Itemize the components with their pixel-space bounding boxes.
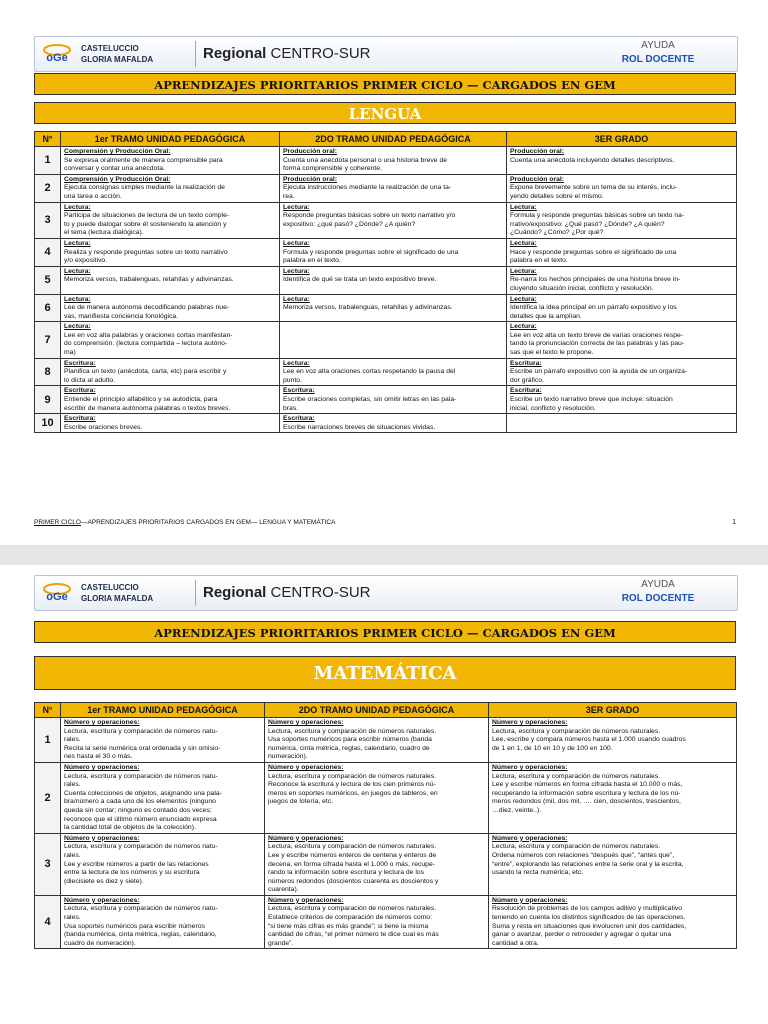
cell-text: Entiende el principio alfabético y se autodicta, para escribir de manera autónoma palabras o textos breves. [64, 396, 231, 412]
cell-heading: Producción oral: [510, 148, 565, 155]
cell-heading: Lectura: [283, 359, 310, 367]
cell-heading: Número y operaciones: [268, 763, 344, 771]
cell-text: Identifica de qué se trata un texto expositivo breve. [283, 276, 437, 284]
table-row [35, 718, 737, 763]
role-label[interactable]: ROL DOCENTE [621, 593, 695, 604]
ogc-logo-icon [41, 42, 73, 66]
cell-text: Lectura, escritura y comparación de números naturales. Lee y escribe números en forma cifrada hasta el 10.000 o más, recuperando la información sobre escritura y lectura de los nú- meros redondos (mil, dos mil, …. cien, doscientos, trescientos, …diez, veinte..). [492, 772, 683, 814]
table-cell [507, 294, 737, 322]
cell-text: Lectura, escritura y comparación de números natu- rales. Cuenta colecciones de objetos, asignando una pala- bra/número a cada uno de los elementos (ninguno queda sin contar; ninguno es contado dos veces; reconoce que el último número enunciado expresa la cantidad total de objetos de la colección). [64, 772, 222, 832]
ogc-logo-icon [41, 581, 73, 605]
svg-text:oGe: oGe [46, 52, 68, 64]
cell-text: Lee en voz alta un texto breve de varias oraciones respe- tando la pronunciación correcta de las palabras y las pau- sas que el texto le propone. [510, 331, 685, 357]
table-row [35, 895, 737, 949]
table-cell [280, 174, 507, 202]
page-banner: APRENDIZAJES PRIORITARIOS PRIMER CICLO — CARGADOS EN GEM [34, 73, 736, 95]
cell-heading: Lectura: [283, 239, 310, 247]
cell-text: Responde preguntas básicas sobre un texto narrativo y/o expositivo: ¿qué pasó? ¿Dónde? ¿A quién? [283, 212, 456, 228]
row-number: 9 [35, 386, 61, 414]
cell-text: Cuenta una anécdota personal o una historia breve de forma comprensible y coherente. [283, 156, 447, 173]
cell-heading: Lectura: [283, 295, 310, 303]
table-cell [507, 358, 737, 386]
table-cell [489, 895, 737, 949]
table-row [35, 174, 737, 202]
cell-heading: Comprensión y Producción Oral: [64, 175, 171, 183]
school-name: CASTELUCCIO GLORIA MAFALDA [81, 583, 154, 603]
row-number: 1 [35, 147, 61, 175]
row-number: 5 [35, 266, 61, 294]
cell-heading: Número y operaciones: [492, 763, 568, 771]
table-cell [265, 718, 489, 763]
cell-heading: Número y operaciones: [64, 719, 140, 726]
table-row [35, 202, 737, 238]
col-header-tramo1: 1er TRAMO UNIDAD PEDAGÓGICA [61, 132, 280, 147]
table-cell [61, 833, 265, 895]
col-header-tramo2: 2DO TRAMO UNIDAD PEDAGÓGICA [265, 703, 489, 718]
cell-heading: Escritura: [510, 359, 542, 367]
cell-text: Lee en voz alta palabras y oraciones cortas manifestan- do comprensión. (lectura compartida – lectura autóno- ma) [64, 331, 233, 357]
cell-heading: Número y operaciones: [268, 719, 344, 726]
col-header-n: N° [35, 703, 61, 718]
col-header-grado3: 3ER GRADO [507, 132, 737, 147]
cell-heading: Número y operaciones: [492, 719, 568, 726]
regional-title: Regional CENTRO-SUR [203, 584, 371, 601]
page-footer: PRIMER CICLO—APRENDIZAJES PRIORITARIOS CARGADOS EN GEM— LENGUA Y MATEMÁTICA [34, 519, 336, 526]
page-header [34, 575, 738, 611]
cell-text: Formula y responde preguntas sobre el significado de una palabra en el texto. [283, 248, 459, 265]
row-number: 7 [35, 322, 61, 358]
table-cell [280, 294, 507, 322]
cell-heading: Lectura: [510, 239, 537, 247]
header-divider [195, 580, 196, 606]
table-cell [265, 762, 489, 833]
cell-heading: Lectura: [64, 295, 91, 303]
cell-text: Escribe un párrafo expositivo con la ayuda de un organiza- dor gráfico. [510, 368, 688, 384]
subject-title-lengua: LENGUA [34, 102, 736, 124]
table-cell [489, 762, 737, 833]
cell-heading: Lectura: [283, 267, 310, 275]
cell-text: Lectura, escritura y comparación de números natu- rales. Lee y escribe números a partir de las relaciones entre la lectura de los números y su escritura (diecisiete es diez y siete). [64, 843, 218, 885]
table-row [35, 762, 737, 833]
cell-heading: Lectura: [510, 203, 537, 211]
page-header [34, 36, 738, 72]
table-cell [61, 358, 280, 386]
table-cell [61, 266, 280, 294]
col-header-tramo2: 2DO TRAMO UNIDAD PEDAGÓGICA [280, 132, 507, 147]
row-number: 2 [35, 174, 61, 202]
cell-text: Escribe oraciones breves. [64, 423, 143, 431]
table-cell [507, 322, 737, 358]
table-cell [61, 762, 265, 833]
cell-text: Escribe un texto narrativo breve que incluye: situación inicial, conflicto y resolución. [510, 396, 673, 412]
page-banner: APRENDIZAJES PRIORITARIOS PRIMER CICLO — CARGADOS EN GEM [34, 621, 736, 643]
table-cell [507, 202, 737, 238]
table-cell [280, 147, 507, 175]
col-header-grado3: 3ER GRADO [489, 703, 737, 718]
cell-text: Ejecuta instrucciones mediante la realización de una ta- rea. [283, 184, 452, 200]
cell-text: Cuenta una anécdota incluyendo detalles descriptivos. [510, 156, 675, 164]
header-divider [195, 41, 196, 67]
row-number: 1 [35, 718, 61, 763]
row-number: 3 [35, 202, 61, 238]
row-number: 8 [35, 358, 61, 386]
table-cell [489, 833, 737, 895]
cell-heading: Lectura: [64, 239, 91, 247]
table-cell [61, 174, 280, 202]
cell-text: Resolución de problemas de los campos aditivo y multiplicativo teniendo en cuenta los distintos significados de las operaciones. Suma y resta en situaciones que involucren unir dos cantidades, ganar o avanzar, perder o retroceder y agregar o quitar una cantidad a otra. [492, 905, 687, 947]
cell-heading: Lectura: [64, 323, 91, 331]
cell-heading: Lectura: [510, 295, 537, 303]
table-row [35, 266, 737, 294]
cell-text: Re-narra los hechos principales de una historia breve in- cluyendo situación inicial, conflicto y resolución. [510, 276, 681, 292]
svg-text:oGe: oGe [46, 591, 68, 603]
cell-text: Expone brevemente sobre un tema de su interés, inclu- yendo detalles sobre el mismo. [510, 184, 677, 200]
table-cell [61, 718, 265, 763]
row-number: 4 [35, 895, 61, 949]
cell-heading: Número y operaciones: [268, 834, 344, 842]
table-cell [61, 895, 265, 949]
cell-text: Realiza y responde preguntas sobre un texto narrativo y/o expositivo. [64, 248, 228, 265]
cell-heading: Producción oral: [510, 175, 565, 183]
regional-title: Regional CENTRO-SUR [203, 45, 371, 62]
cell-heading: Número y operaciones: [268, 896, 344, 904]
subject-title-matematica: MATEMÁTICA [34, 656, 736, 690]
cell-text: Se expresa oralmente de manera comprensible para conversar y contar una anécdota. [64, 156, 223, 173]
cell-text: Lectura, escritura y comparación de números naturales. Usa soportes numéricos para escribir números (banda numérica, cinta métrica, reglas, calendario, cuadro de numeración). [268, 727, 437, 761]
cell-text: Formula y responde preguntas básicas sobre un texto na- rrativo/expositivo: ¿Qué pasó? ¿Dónde? ¿A quién? ¿Cuándo? ¿Cómo? ¿Por qué? [510, 212, 685, 237]
table-row [35, 238, 737, 266]
help-link[interactable]: AYUDA [641, 579, 675, 590]
table-cell [280, 386, 507, 414]
table-cell [61, 238, 280, 266]
table-cell [61, 386, 280, 414]
cell-text: Hace y responde preguntas sobre el significado de una palabra en el texto. [510, 248, 677, 265]
page-number: 1 [732, 519, 736, 526]
cell-text: Lectura, escritura y comparación de números naturales. Establece criterios de comparación de números como: “si tiene más cifras es más grande”; si tiene la misma cantidad de cifras, “el primer número te dice cual es más grande”. [268, 905, 439, 947]
cell-heading: Lectura: [510, 267, 537, 275]
cell-text: Lectura, escritura y comparación de números naturales. Lee y escribe números enteros de centena y enteros de decena, en forma cifrada hasta el 1.000 o más, recupe- rando la información sobre escritura y lectura de los números redondos (doscientos cuarenta es doscientos y cuarenta). [268, 843, 439, 894]
table-row [35, 833, 737, 895]
cell-heading: Lectura: [510, 323, 537, 331]
table-cell [61, 202, 280, 238]
table-cell [61, 147, 280, 175]
table-cell [507, 174, 737, 202]
page-gap [0, 545, 768, 565]
cell-text: Escribe oraciones completas, sin omitir letras en las pala- bras. [283, 396, 457, 412]
cell-heading: Escritura: [283, 387, 315, 395]
cell-heading: Número y operaciones: [64, 896, 140, 904]
table-cell [265, 833, 489, 895]
cell-text: Lee en voz alta oraciones cortas respetando la pausa del punto. [283, 368, 456, 384]
cell-heading: Comprensión y Producción Oral: [64, 148, 171, 155]
col-header-n: N° [35, 132, 61, 147]
row-number: 2 [35, 762, 61, 833]
cell-heading: Escritura: [64, 387, 96, 395]
table-cell [280, 238, 507, 266]
table-cell [507, 147, 737, 175]
table-row [35, 414, 737, 433]
cell-text: Memoriza versos, trabalenguas, retahílas y adivinanzas. [283, 304, 453, 312]
table-row [35, 147, 737, 175]
page-2 [0, 565, 768, 1024]
cell-heading: Número y operaciones: [64, 834, 140, 842]
table-cell [507, 386, 737, 414]
cell-heading: Producción oral: [283, 148, 338, 155]
matematica-table [34, 702, 737, 949]
table-row [35, 386, 737, 414]
cell-heading: Escritura: [64, 415, 96, 423]
table-cell [280, 358, 507, 386]
table-cell [280, 202, 507, 238]
table-cell [61, 294, 280, 322]
cell-text: Lectura, escritura y comparación de números naturales. Reconoce la escritura y lectura de los cien primeros nú- meros en soportes numéricos, en juegos de tableros, en juegos de lotería, etc. [268, 772, 438, 806]
col-header-tramo1: 1er TRAMO UNIDAD PEDAGÓGICA [61, 703, 265, 718]
cell-heading: Escritura: [283, 415, 315, 423]
table-row [35, 322, 737, 358]
row-number: 4 [35, 238, 61, 266]
table-row [35, 358, 737, 386]
cell-text: Lectura, escritura y comparación de números natu- rales. Usa soportes numéricos para escribir números (banda numérica, cinta métrica, reglas, calendario, cuadro de numeración). [64, 905, 218, 947]
cell-text: Participa de situaciones de lectura de un texto comple- to y puede dialogar sobre él sosteniendo la atención y el tema (lectura dialógica). [64, 212, 230, 237]
role-label[interactable]: ROL DOCENTE [621, 54, 695, 65]
table-cell [280, 414, 507, 433]
table-cell [61, 322, 280, 358]
cell-heading: Número y operaciones: [492, 834, 568, 842]
cell-text: Lectura, escritura y comparación de números naturales. Lee, escribe y compara números hasta el 1.000 usando cuadros de 1 en 1, de 10 en 10 y de 100 en 100. [492, 727, 686, 752]
cell-heading: Lectura: [64, 267, 91, 275]
cell-heading: Número y operaciones: [64, 763, 140, 771]
cell-heading: Escritura: [510, 387, 542, 395]
cell-text: Planifica un texto (anécdota, carta, etc) para escribir y lo dicta al adulto. [64, 368, 227, 384]
table-cell [280, 266, 507, 294]
cell-heading: Escritura: [64, 359, 96, 367]
cell-heading: Lectura: [283, 203, 310, 211]
cell-text: Escribe narraciones breves de situaciones vividas. [283, 423, 436, 431]
cell-heading: Lectura: [64, 203, 91, 211]
cell-text: Ejecuta consignas simples mediante la realización de una tarea o acción. [64, 184, 225, 200]
cell-text: Identifica la idea principal en un párrafo expositivo y los detalles que la amplían. [510, 304, 677, 320]
table-cell [507, 414, 737, 433]
school-name: CASTELUCCIO GLORIA MAFALDA [81, 44, 154, 64]
cell-text: Memoriza versos, trabalenguas, retahílas y adivinanzas. [64, 276, 234, 284]
table-cell [280, 322, 507, 358]
row-number: 6 [35, 294, 61, 322]
cell-heading: Producción oral: [283, 175, 338, 183]
cell-text: Lee de manera autónoma decodificando palabras nue- vas, manifiesta conciencia fonológica. [64, 304, 230, 320]
table-cell [507, 238, 737, 266]
table-cell [61, 414, 280, 433]
table-row [35, 294, 737, 322]
help-link[interactable]: AYUDA [641, 40, 675, 51]
table-cell [507, 266, 737, 294]
cell-heading: Número y operaciones: [492, 896, 568, 904]
row-number: 3 [35, 833, 61, 895]
table-cell [265, 895, 489, 949]
cell-text: Lectura, escritura y comparación de números natu- rales. Recita la serie numérica oral ordenada y sin omisio- nes hasta el 30 o más. [64, 727, 221, 761]
lengua-table [34, 131, 737, 433]
cell-text: Lectura, escritura y comparación de números naturales. Ordena números con relaciones “después que”, “antes que”, “entre”, explorando las relaciones entre la serie oral y la escrita, usando la recta numérica, etc. [492, 843, 684, 877]
table-cell [489, 718, 737, 763]
row-number: 10 [35, 414, 61, 433]
